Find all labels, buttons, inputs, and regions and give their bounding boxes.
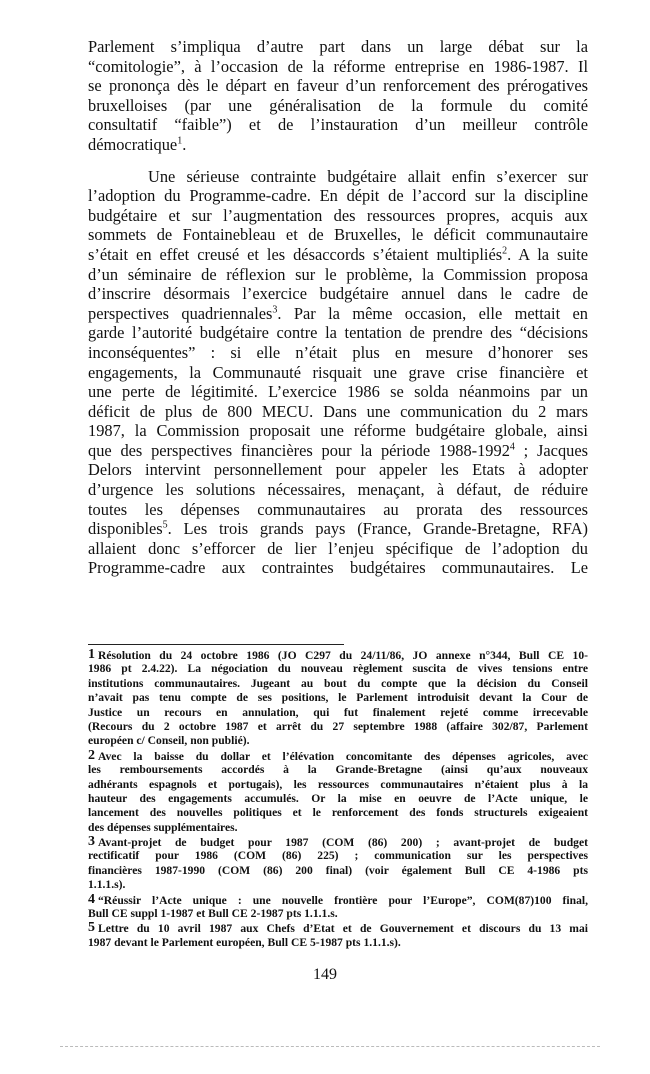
text-line: garde l’autorité budgétaire contre la tentation de prendre des “décisions <box>88 323 588 343</box>
text-line: Programme-cadre aux contraintes budgétaires communautaires. Le <box>88 558 588 578</box>
footnote-text: les remboursements accordés à la Grande-Bretagne (ainsi qu’aux nouveaux <box>88 763 588 777</box>
footnote-line <box>88 792 588 806</box>
footnote-number: 4 <box>88 891 95 907</box>
text-line: 1987, la Commission proposait une réforme budgétaire globale, ainsi <box>88 421 588 441</box>
footnote-line <box>88 849 588 863</box>
text: . Par la même occasion, elle mettait en <box>277 303 588 323</box>
text-line: Delors intervint personnellement pour appeler les Etats à adopter <box>88 460 588 480</box>
footnote-line <box>88 706 588 720</box>
text: disponibles <box>88 519 163 539</box>
footnote-text: 1.1.1.s). <box>88 878 126 892</box>
footnote-text: Bull CE suppl 1-1987 et Bull CE 2-1987 pts 1.1.1.s. <box>88 907 338 921</box>
text-line: sommets de Fontainebleau et de Bruxelles, le déficit communautaire <box>88 225 588 245</box>
text: que des perspectives financières pour la période 1988-1992 <box>88 440 510 460</box>
footnote-text: financières 1987-1990 (COM (86) 200 final) (voir également Bull CE 4-1986 pts <box>88 863 588 877</box>
text-line: consultatif “faible”) et de l’instauration d’un meilleur contrôle <box>88 115 588 135</box>
footnote-line <box>88 936 588 950</box>
footnote-text: (Recours du 2 octobre 1987 et arrêt du 27 septembre 1988 (affaire 302/87, Parlement <box>88 719 588 733</box>
footnote-ref[interactable]: 2 <box>502 245 508 257</box>
footnote-text: 1987 devant le Parlement européen, Bull CE 5-1987 pts 1.1.1.s). <box>88 935 401 949</box>
footnote-ref[interactable]: 5 <box>162 519 168 531</box>
footnote-line <box>88 763 588 777</box>
footnote-line <box>88 907 588 921</box>
text-line: d’urgence les solutions nécessaires, menaçant, à défaut, de réduire <box>88 480 588 500</box>
page-number: 149 <box>313 966 337 983</box>
footnote-text: rectificatif pour 1986 (COM (86) 225) ; communication sur les perspectives <box>88 849 588 863</box>
text: . A la suite <box>507 244 588 264</box>
text: perspectives quadriennales <box>88 303 273 323</box>
footnote-line <box>88 648 588 662</box>
footnotes <box>88 648 588 950</box>
footnote-1 <box>88 648 588 749</box>
body-text <box>88 37 588 578</box>
footnote-line <box>88 749 588 763</box>
footnote-2 <box>88 749 588 835</box>
text-line: bruxelloises (par une généralisation de la formule du comité <box>88 95 588 115</box>
text: ; Jacques <box>514 440 588 460</box>
text-line: toutes les dépenses communautaires au prorata des ressources <box>88 499 588 519</box>
footnote-number: 3 <box>88 834 95 850</box>
footnote-text: Avec la baisse du dollar et l’élévation concomitante des dépenses agricoles, avec <box>98 749 588 763</box>
footnote-text: 1986 pt 2.4.22). La négociation du nouveau règlement suscita de vives tensions entre <box>88 662 588 676</box>
footnote-text: Lettre du 10 avril 1987 aux Chefs d’Etat et de Gouvernement et discours du 13 mai <box>98 922 588 936</box>
text-line: inconséquentes” : si elle n’était plus en mesure d’honorer ses <box>88 342 588 362</box>
footnote-ref[interactable]: 3 <box>272 304 278 316</box>
footnote-text: Justice un recours en annulation, qui fut finalement rejeté comme irrecevable <box>88 705 588 719</box>
text-line: une perte de légitimité. L’exercice 1986 se solda néanmoins par un <box>88 382 588 402</box>
text-line <box>88 304 588 324</box>
text: s’était en effet creusé et les désaccords s’étaient multipliés <box>88 244 503 264</box>
text-line: démocratique$^1$. <box>88 134 187 154</box>
text-line: Une sérieuse contrainte budgétaire allait enfin s’exercer sur <box>148 166 588 186</box>
text-line: déficit de plus de 800 MECU. Dans une communication du 2 mars <box>88 401 588 421</box>
footnote-3 <box>88 835 588 893</box>
footnote-line <box>88 662 588 676</box>
footnote-line <box>88 720 588 734</box>
text-line <box>88 519 588 539</box>
footnote-line <box>88 893 588 907</box>
footnote-line <box>88 921 588 935</box>
footnote-number: 2 <box>88 747 95 763</box>
footnote-text: lancement des nouvelles politiques et le renforcement des fonds structurels exigeaient <box>88 806 588 820</box>
footnote-line <box>88 878 588 892</box>
text-line: engagements, la Communauté risquait une grave crise financière et <box>88 362 588 382</box>
text: démocratique <box>88 134 178 154</box>
text-line <box>88 441 588 461</box>
footnote-line <box>88 677 588 691</box>
text-line: se prononça dès le départ en faveur d’un renforcement des prérogatives <box>88 76 588 96</box>
paragraph-2 <box>88 167 588 578</box>
footnote-line <box>88 835 588 849</box>
text-line: Parlement s’impliqua d’autre part dans un large débat sur la <box>88 37 588 56</box>
footnote-text: hauteur des engagements accumulés. Or la mise en oeuvre de l’Acte unique, le <box>88 791 588 805</box>
footnote-ref[interactable]: 4 <box>509 441 515 453</box>
text-line: budgétaire et sur l’augmentation des ressources propres, acquis aux <box>88 205 588 225</box>
footnote-text: “Réussir l’Acte unique : une nouvelle frontière pour l’Europe”, COM(87)100 final, <box>98 893 588 907</box>
footnote-text: Résolution du 24 octobre 1986 (JO C297 du 24/11/86, JO annexe n°344, Bull CE 10- <box>98 649 588 662</box>
footnote-line <box>88 778 588 792</box>
footnote-text: adhérants espagnols et portugais), les ressources communautaires n’étaient plus à la <box>88 777 588 791</box>
footnote-line <box>88 806 588 820</box>
footnote-4 <box>88 893 588 922</box>
text-line: “comitologie”, à l’occasion de la réforme entreprise en 1986-1987. Il <box>88 56 588 76</box>
text-line: d’inscrire désormais l’exercice budgétaire annuel dans le cadre de <box>88 284 588 304</box>
footnote-line <box>88 864 588 878</box>
scan-edge-line <box>60 1046 600 1047</box>
footnote-number: 1 <box>88 647 95 662</box>
footnote-text: institutions communautaires. Jugeant au bout du compte que la décision du Conseil <box>88 676 588 690</box>
footnote-text: n’avait pas tenu compte de ses positions, le Parlement introduisit devant la Cour de <box>88 691 588 705</box>
text-line: d’un séminaire de réflexion sur le problème, la Commission proposa <box>88 264 588 284</box>
footnote-divider <box>88 644 344 645</box>
footnote-line <box>88 734 588 748</box>
footnote-text: des dépenses supplémentaires. <box>88 820 238 834</box>
footnote-number: 5 <box>88 920 95 936</box>
footnote-5 <box>88 921 588 950</box>
footnote-text: européen c/ Conseil, non publié). <box>88 734 250 748</box>
text-line: allaient donc s’efforcer de lier l’enjeu spécifique de l’adoption du <box>88 538 588 558</box>
text-line <box>88 245 588 265</box>
footnote-text: Avant-projet de budget pour 1987 (COM (86) 200) ; avant-projet de budget <box>98 836 588 850</box>
paragraph-1 <box>88 37 588 155</box>
footnote-line <box>88 821 588 835</box>
text: . Les trois grands pays (France, Grande-Bretagne, RFA) <box>167 519 588 539</box>
footnote-ref[interactable]: 1 <box>177 135 183 147</box>
text-line: l’adoption du Programme-cadre. En dépit de l’accord sur la discipline <box>88 186 588 206</box>
footnote-line <box>88 691 588 705</box>
